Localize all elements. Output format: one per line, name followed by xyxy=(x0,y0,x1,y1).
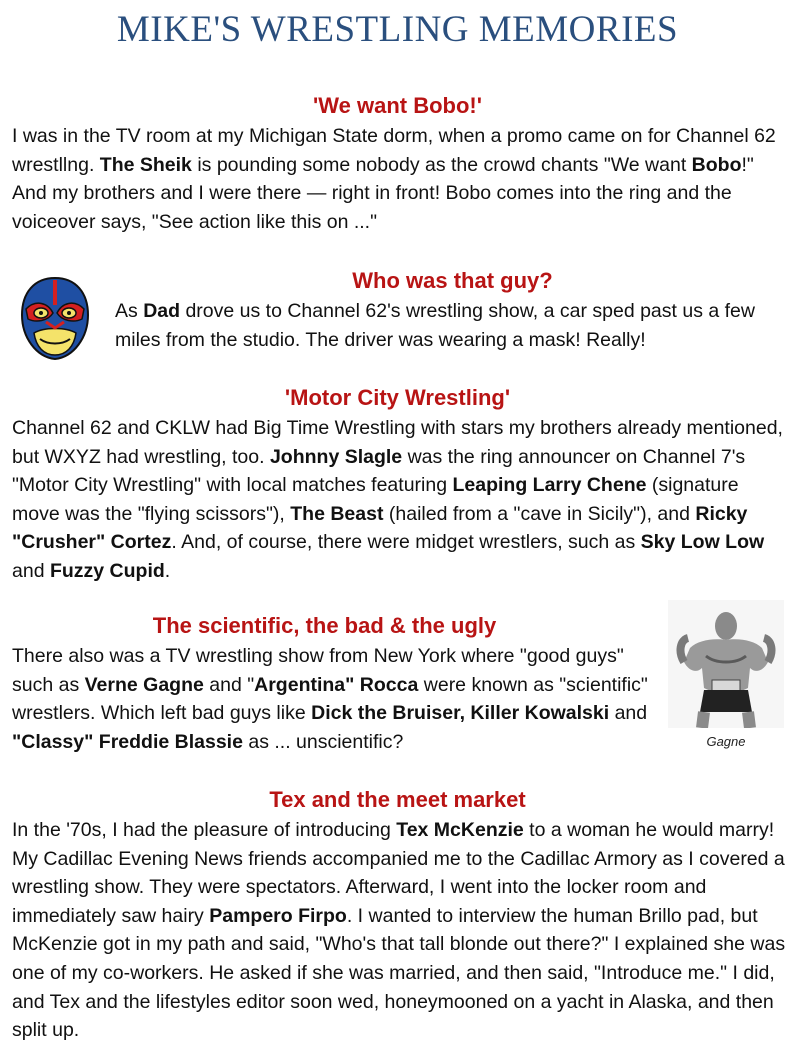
bold-name: Fuzzy Cupid xyxy=(49,559,165,582)
text-run: drove us to Channel 62's wrestling show, a car sped past us a few miles from the studio. The driver was wearing a mask! Really! xyxy=(115,300,755,351)
bold-name: Pampero Firpo xyxy=(209,904,347,927)
section-heading-tex: Tex and the meet market xyxy=(269,787,526,812)
section-body-tex xyxy=(12,816,789,1045)
section-heading-masked-driver: Who was that guy? xyxy=(352,268,553,293)
section-heading-bobo: 'We want Bobo!' xyxy=(313,93,482,118)
text-run: (hailed from a "cave in Sicily"), and xyxy=(383,502,696,525)
text-run: !" And my brothers and I were there — right in front! Bobo comes into the ring and the voiceover says, "See action like this on ..." xyxy=(12,153,754,233)
text-run: I was in the TV room at my Michigan State dorm, when a promo came on for Channel 62 wrestllng. xyxy=(12,125,776,176)
photo-caption: Gagne xyxy=(706,734,746,749)
section-heading-motor-city: 'Motor City Wrestling' xyxy=(284,385,511,410)
bold-name: Johnny Slagle xyxy=(269,445,403,468)
section-body-masked-driver xyxy=(115,297,790,354)
bold-name: Leaping Larry Chene xyxy=(452,474,647,497)
bold-name: Bobo xyxy=(691,153,742,176)
text-run: In the '70s, I had the pleasure of introducing xyxy=(12,819,397,841)
bold-name: Dick the Bruiser, Killer Kowalski xyxy=(311,702,610,725)
text-run: to a woman he would marry! My Cadillac Evening News friends accompanied me to the Cadillac Armory as I covered a wrestling show. They were spectators. Afterward, I went into the locker room and immediately saw hairy xyxy=(12,819,785,927)
text-run: is pounding some nobody as the crowd chants "We want xyxy=(191,153,692,176)
bold-name: Dad xyxy=(143,300,181,322)
text-run: As xyxy=(115,300,144,322)
bold-name: The Beast xyxy=(290,502,384,525)
section-body-bobo xyxy=(12,122,787,236)
page-title: MIKE'S WRESTLING MEMORIES xyxy=(116,9,679,50)
section-body-motor-city xyxy=(12,414,789,586)
bold-name: Verne Gagne xyxy=(84,673,204,696)
text-run: and xyxy=(609,702,648,725)
text-run: as ... unscientific? xyxy=(242,730,404,753)
bold-name: "Classy" Freddie Blassie xyxy=(12,730,243,753)
wrestler-photo xyxy=(668,600,784,728)
bold-name: Ricky "Crusher" Cortez xyxy=(12,502,748,554)
text-run: There also was a TV wrestling show from New York where "good guys" such as xyxy=(12,645,624,696)
section-heading-scientific: The scientific, the bad & the ugly xyxy=(152,613,497,638)
text-run: and xyxy=(12,559,50,582)
bold-name: Tex McKenzie xyxy=(396,819,524,841)
text-run: were known as "scientific" wrestlers. Which left bad guys like xyxy=(12,673,648,725)
wrestling-mask-icon xyxy=(16,275,94,361)
text-run: . I wanted to interview the human Brillo pad, but McKenzie got in my path and said, "Who's that tall blonde out there?" I explained she was one of my co-workers. He asked if she was married, and then said, "Introduce me." I did, and Tex and the lifestyles editor soon wed, honeymooned on a yacht in Alaska, and then split up. xyxy=(12,904,786,1042)
bold-name: Sky Low Low xyxy=(640,531,765,554)
text-run: Channel 62 and CKLW had Big Time Wrestling with stars my brothers already mentioned, but WXYZ had wrestling, too. xyxy=(12,417,783,468)
text-run: . And, of course, there were midget wrestlers, such as xyxy=(171,531,641,554)
text-run: and " xyxy=(203,673,255,696)
text-run: (signature move was the "flying scissors"), xyxy=(12,474,739,525)
text-run: . xyxy=(164,559,171,582)
text-run: was the ring announcer on Channel 7's "Motor City Wrestling" with local matches featuring xyxy=(12,445,746,497)
bold-name: Argentina" Rocca xyxy=(254,673,419,696)
bold-name: The Sheik xyxy=(99,153,192,176)
section-body-scientific xyxy=(12,642,652,756)
